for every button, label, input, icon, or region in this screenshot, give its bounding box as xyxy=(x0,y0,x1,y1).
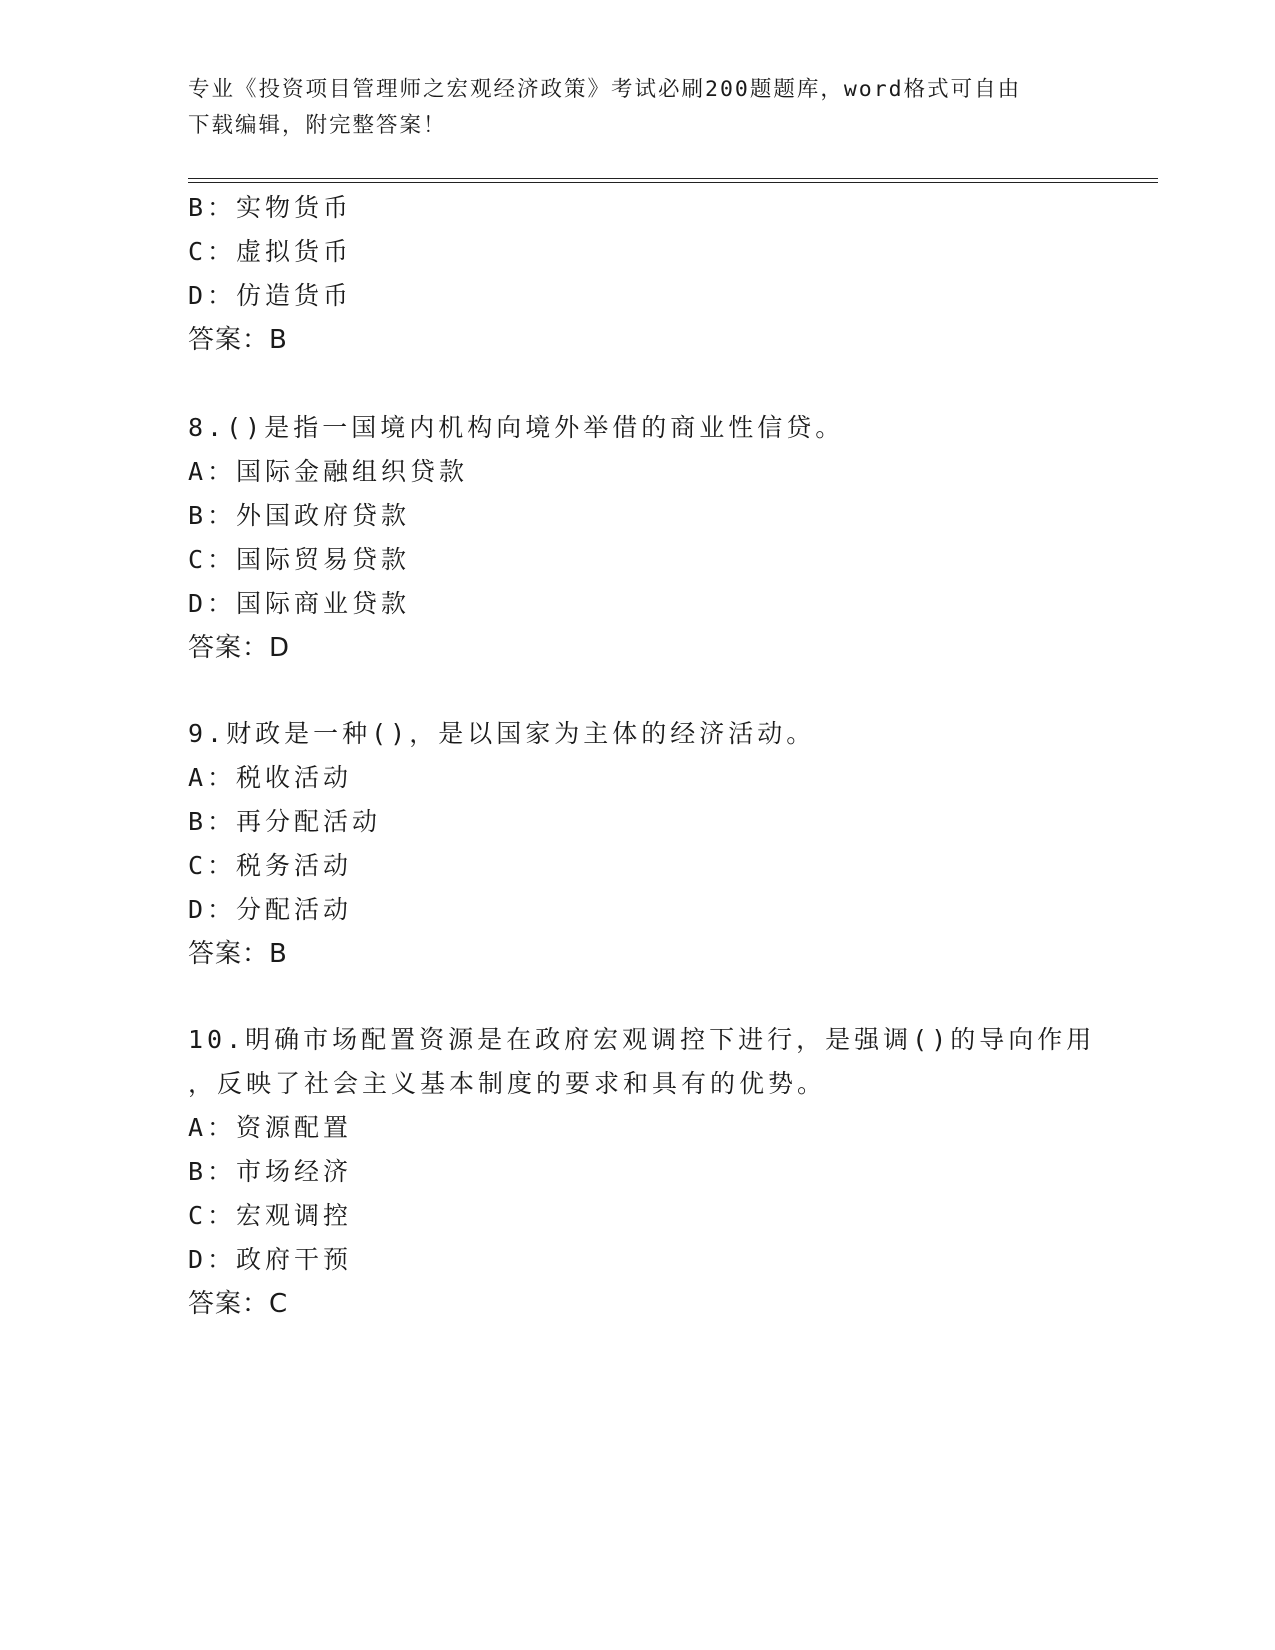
option-c: C：宏观调控 xyxy=(188,1201,353,1230)
option-a: A：税收活动 xyxy=(188,763,353,792)
option-c: C：国际贸易贷款 xyxy=(188,545,411,574)
option-a: A：国际金融组织贷款 xyxy=(188,457,469,486)
answer: 答案：D xyxy=(188,633,291,663)
answer: 答案：B xyxy=(188,325,288,355)
option-d: D：政府干预 xyxy=(188,1245,353,1274)
question-stem: 9.财政是一种()，是以国家为主体的经济活动。 xyxy=(188,719,816,748)
header-line-1: 专业《投资项目管理师之宏观经济政策》考试必刷200题题库，word格式可自由 xyxy=(188,77,1022,102)
option-c: C：税务活动 xyxy=(188,851,353,880)
document-header xyxy=(188,72,1088,144)
header-divider xyxy=(188,178,1158,183)
answer: 答案：C xyxy=(188,1289,289,1319)
option-b: B：实物货币 xyxy=(188,193,353,222)
option-a: A：资源配置 xyxy=(188,1113,353,1142)
option-b: B：市场经济 xyxy=(188,1157,353,1186)
question-stem-line-2: ，反映了社会主义基本制度的要求和具有的优势。 xyxy=(188,1069,827,1098)
answer: 答案：B xyxy=(188,939,288,969)
option-b: B：再分配活动 xyxy=(188,807,382,836)
question-stem: 8.()是指一国境内机构向境外举借的商业性信贷。 xyxy=(188,413,845,442)
option-d: D：国际商业贷款 xyxy=(188,589,411,618)
header-line-2: 下载编辑，附完整答案！ xyxy=(188,113,447,138)
option-d: D：仿造货币 xyxy=(188,281,353,310)
option-b: B：外国政府贷款 xyxy=(188,501,411,530)
option-c: C：虚拟货币 xyxy=(188,237,353,266)
option-d: D：分配活动 xyxy=(188,895,353,924)
question-stem-line-1: 10.明确市场配置资源是在政府宏观调控下进行，是强调()的导向作用 xyxy=(188,1025,1096,1054)
